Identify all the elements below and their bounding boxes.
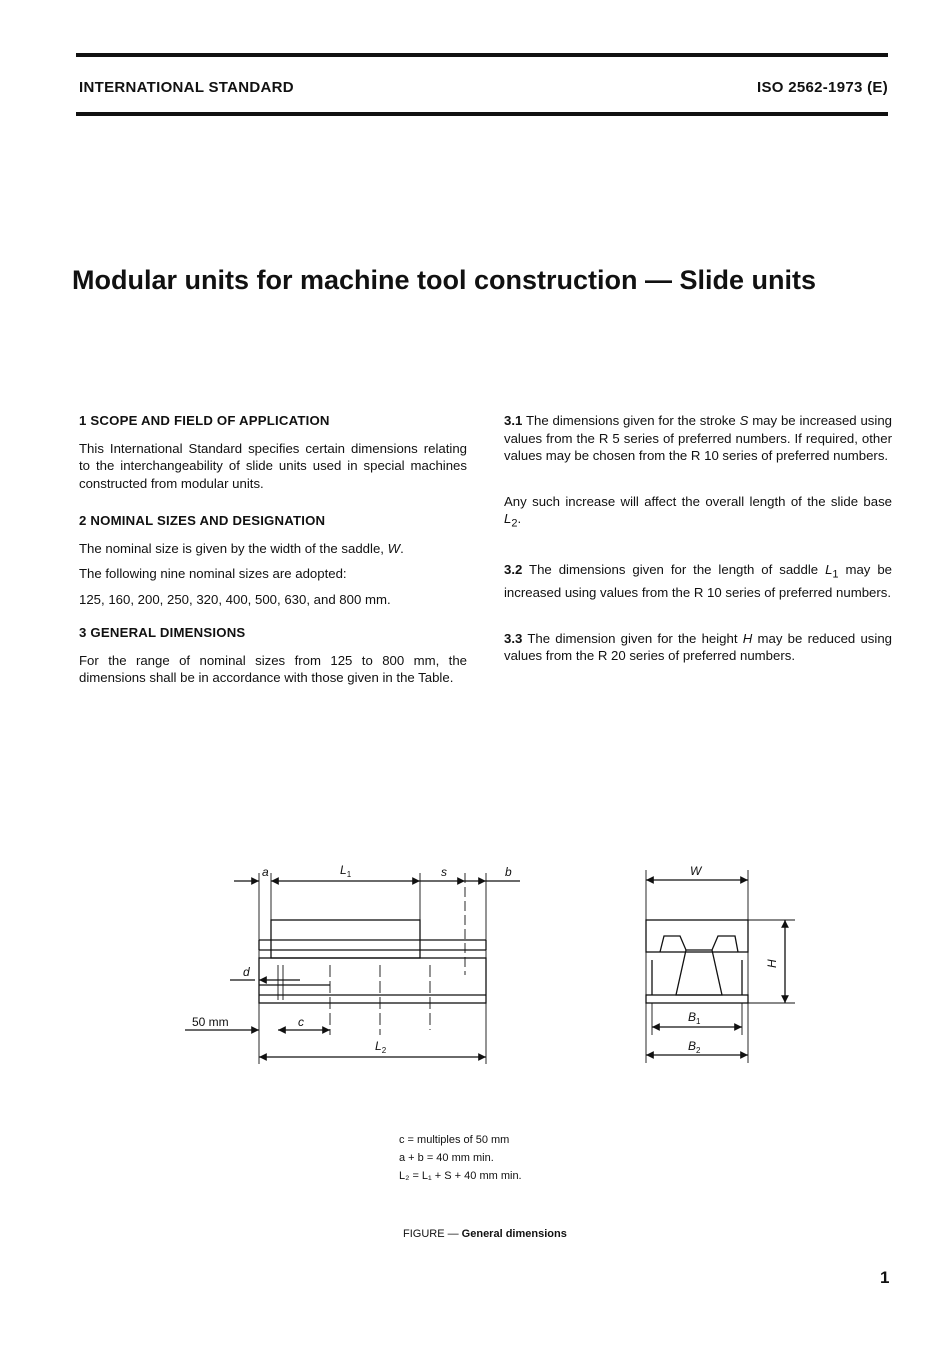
label-b: b: [505, 865, 512, 879]
section-3-heading: 3 GENERAL DIMENSIONS: [79, 625, 246, 640]
section-2-heading: 2 NOMINAL SIZES AND DESIGNATION: [79, 513, 326, 528]
page-title: Modular units for machine tool construction — Slide units: [72, 265, 817, 295]
header-left: INTERNATIONAL STANDARD: [79, 79, 294, 96]
label-50mm: 50 mm: [192, 1015, 229, 1029]
note-l2: L₂ = L₁ + S + 40 mm min.: [399, 1170, 522, 1182]
figure-caption: FIGURE — General dimensions: [403, 1228, 567, 1240]
label-l1: $L_1$: [340, 863, 352, 879]
label-a: a: [262, 865, 269, 879]
label-b2: $B_2$: [688, 1039, 701, 1055]
side-view: [185, 873, 520, 1064]
label-c: c: [298, 1015, 304, 1029]
section-2-paragraph-2: The following nine nominal sizes are adopted:: [79, 566, 347, 581]
section-1-text: This International Standard specifies certain dimensions relating to the interchangeability of slide units used in special machines constructed from modular units.: [79, 440, 467, 491]
label-l2: $L_2$: [375, 1039, 387, 1055]
label-d: d: [243, 965, 250, 979]
label-b1: $B_1$: [688, 1010, 701, 1026]
section-2-paragraph-1: The nominal size is given by the width of the saddle, W.: [79, 540, 404, 556]
note-c: c = multiples of 50 mm: [399, 1134, 510, 1146]
label-s: s: [441, 865, 447, 879]
section-2-paragraph-3: 125, 160, 200, 250, 320, 400, 500, 630, and 800 mm.: [79, 591, 391, 607]
section-3-1-paragraph-2: Any such increase will affect the overall length of the slide base $L_2$.: [504, 493, 892, 530]
section-1-heading: 1 SCOPE AND FIELD OF APPLICATION: [79, 413, 330, 428]
section-3-text: For the range of nominal sizes from 125 to 800 mm, the dimensions shall be in accordance with those given in the Table.: [79, 652, 467, 685]
label-w: W: [690, 864, 702, 878]
section-3-1-paragraph: 3.1 The dimensions given for the stroke S may be increased using values from the R 5 series of preferred numbers. If required, other values may be chosen from the R 10 series of preferred numbers.: [504, 413, 892, 463]
note-a-plus-b: a + b = 40 mm min.: [399, 1152, 494, 1164]
section-3-2-paragraph: 3.2 The dimensions given for the length of saddle $L_1$ may be increased using values from the R 10 series of preferred numbers.: [504, 562, 892, 601]
saddle-body: [271, 920, 420, 958]
page-number: 1: [880, 1268, 890, 1287]
figure-notes: [399, 1131, 522, 1185]
label-h: H: [765, 959, 779, 968]
header-right: ISO 2562-1973 (E): [756, 79, 888, 96]
section-3-3-paragraph: 3.3 The dimension given for the height H may be reduced using values from the R 20 series of preferred numbers.: [504, 630, 892, 664]
